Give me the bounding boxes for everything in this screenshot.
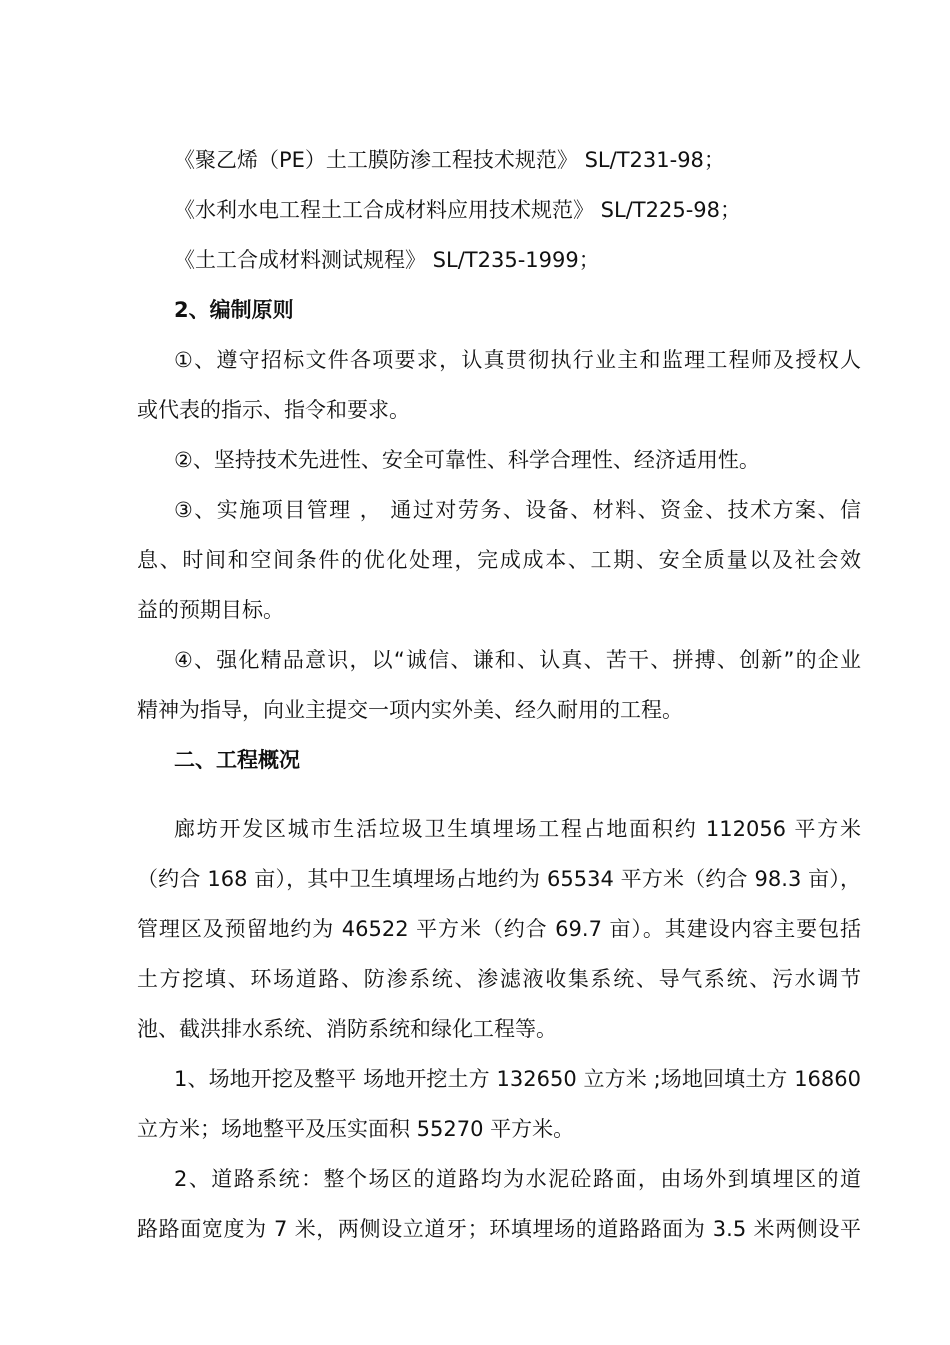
overview-line: 廊坊开发区城市生活垃圾卫生填埋场工程占地面积约 112056 平方米	[174, 817, 861, 841]
overview-line: （约合 168 亩），其中卫生填埋场占地约为 65534 平方米（约合 98.3 亩），	[137, 867, 861, 891]
principle-line: ③、实施项目管理 ， 通过对劳务、设备、材料、资金、技术方案、信	[174, 498, 861, 522]
overview-line: 路路面宽度为 7 米，两侧设立道牙；环填埋场的道路路面为 3.5 米两侧设平	[137, 1217, 861, 1241]
section-heading-principles: 2、编制原则	[174, 298, 294, 322]
principle-line: 息、时间和空间条件的优化处理，完成成本、工期、安全质量以及社会效	[137, 548, 861, 572]
principle-line: 精神为指导，向业主提交一项内实外美、经久耐用的工程。	[137, 698, 683, 722]
overview-line: 1、场地开挖及整平 场地开挖土方 132650 立方米 ;场地回填土方 16860	[174, 1067, 861, 1091]
reference-line: 《聚乙烯（PE）土工膜防渗工程技术规范》 SL/T231-98；	[174, 148, 725, 172]
reference-line: 《土工合成材料测试规程》 SL/T235-1999；	[174, 248, 600, 272]
principle-line: 益的预期目标。	[137, 598, 284, 622]
reference-line: 《水利水电工程土工合成材料应用技术规范》 SL/T225-98；	[174, 198, 741, 222]
section-heading-overview: 二、工程概况	[174, 748, 300, 772]
overview-line: 管理区及预留地约为 46522 平方米（约合 69.7 亩）。其建设内容主要包括	[137, 917, 861, 941]
principle-line: ④、强化精品意识，以“诚信、谦和、认真、苦干、拼搏、创新”的企业	[174, 648, 861, 672]
overview-line: 立方米；场地整平及压实面积 55270 平方米。	[137, 1117, 575, 1141]
overview-line: 池、截洪排水系统、消防系统和绿化工程等。	[137, 1017, 557, 1041]
principle-line: 或代表的指示、指令和要求。	[137, 398, 410, 422]
overview-line: 土方挖填、环场道路、防渗系统、渗滤液收集系统、导气系统、污水调节	[137, 967, 861, 991]
principle-line: ②、坚持技术先进性、安全可靠性、科学合理性、经济适用性。	[174, 448, 760, 472]
principle-line: ①、遵守招标文件各项要求，认真贯彻执行业主和监理工程师及授权人	[174, 348, 861, 372]
overview-line: 2、道路系统：整个场区的道路均为水泥砼路面，由场外到填埋区的道	[174, 1167, 861, 1191]
